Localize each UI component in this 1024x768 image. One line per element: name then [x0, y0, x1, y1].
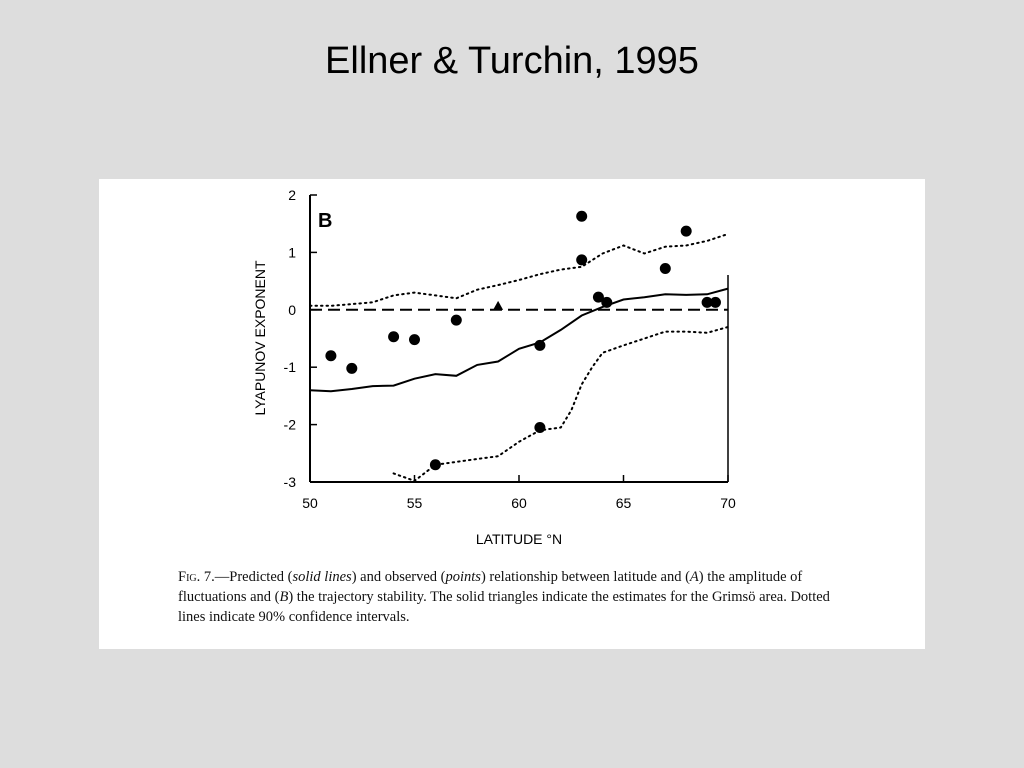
grimso-triangle-point — [493, 301, 503, 310]
x-tick-label: 65 — [615, 495, 632, 511]
predicted-line — [310, 289, 728, 392]
y-tick-label: 2 — [288, 187, 296, 203]
chart-marks — [325, 211, 721, 471]
panel-label: B — [318, 210, 333, 232]
figure-panel — [99, 179, 925, 649]
caption-part-3: ) relationship between latitude and ( — [480, 569, 690, 585]
y-tick-label: -1 — [283, 359, 296, 376]
x-tick-label: 70 — [720, 495, 736, 511]
observed-point — [576, 211, 587, 222]
caption-a: A — [689, 569, 699, 585]
caption-part-2: ) and observed ( — [351, 569, 446, 585]
observed-point — [681, 226, 692, 237]
y-axis-label: LYAPUNOV EXPONENT — [252, 260, 268, 416]
observed-point — [346, 363, 357, 374]
caption-solid-lines: solid lines — [292, 569, 352, 585]
caption-part-5: ) the trajectory stability. The solid triangles indicate the estimates for the Grimsö area. Dotted lines indicate 90% confidence intervals. — [178, 589, 830, 625]
y-tick-label: -3 — [283, 474, 296, 490]
caption-fig-label: Fig. 7. — [178, 569, 215, 585]
y-tick-label: 0 — [288, 301, 296, 318]
observed-point — [576, 254, 587, 265]
observed-point — [325, 350, 336, 361]
confidence-interval-line — [394, 327, 728, 481]
figure-caption — [178, 567, 838, 627]
observed-point — [430, 459, 441, 470]
observed-point — [388, 331, 399, 342]
observed-point — [660, 263, 671, 274]
x-tick-label: 50 — [302, 495, 318, 511]
observed-point — [451, 315, 462, 326]
chart-axes — [284, 187, 736, 511]
caption-points: points — [445, 569, 481, 585]
y-tick-label: 1 — [288, 244, 296, 261]
observed-point — [534, 422, 545, 433]
y-tick-label: -2 — [283, 416, 296, 433]
x-axis-label: LATITUDE °N — [475, 531, 563, 547]
observed-point — [534, 340, 545, 351]
observed-point — [601, 297, 612, 308]
caption-b: B — [279, 589, 289, 605]
x-tick-label: 60 — [511, 495, 527, 511]
slide-title: Ellner & Turchin, 1995 — [325, 40, 699, 82]
x-tick-label: 55 — [406, 495, 423, 511]
observed-point — [409, 334, 420, 345]
caption-part-1: —Predicted ( — [214, 569, 293, 585]
caption-part-4: ) the amplitude of fluctuations and ( — [178, 569, 803, 605]
observed-point — [710, 297, 721, 308]
